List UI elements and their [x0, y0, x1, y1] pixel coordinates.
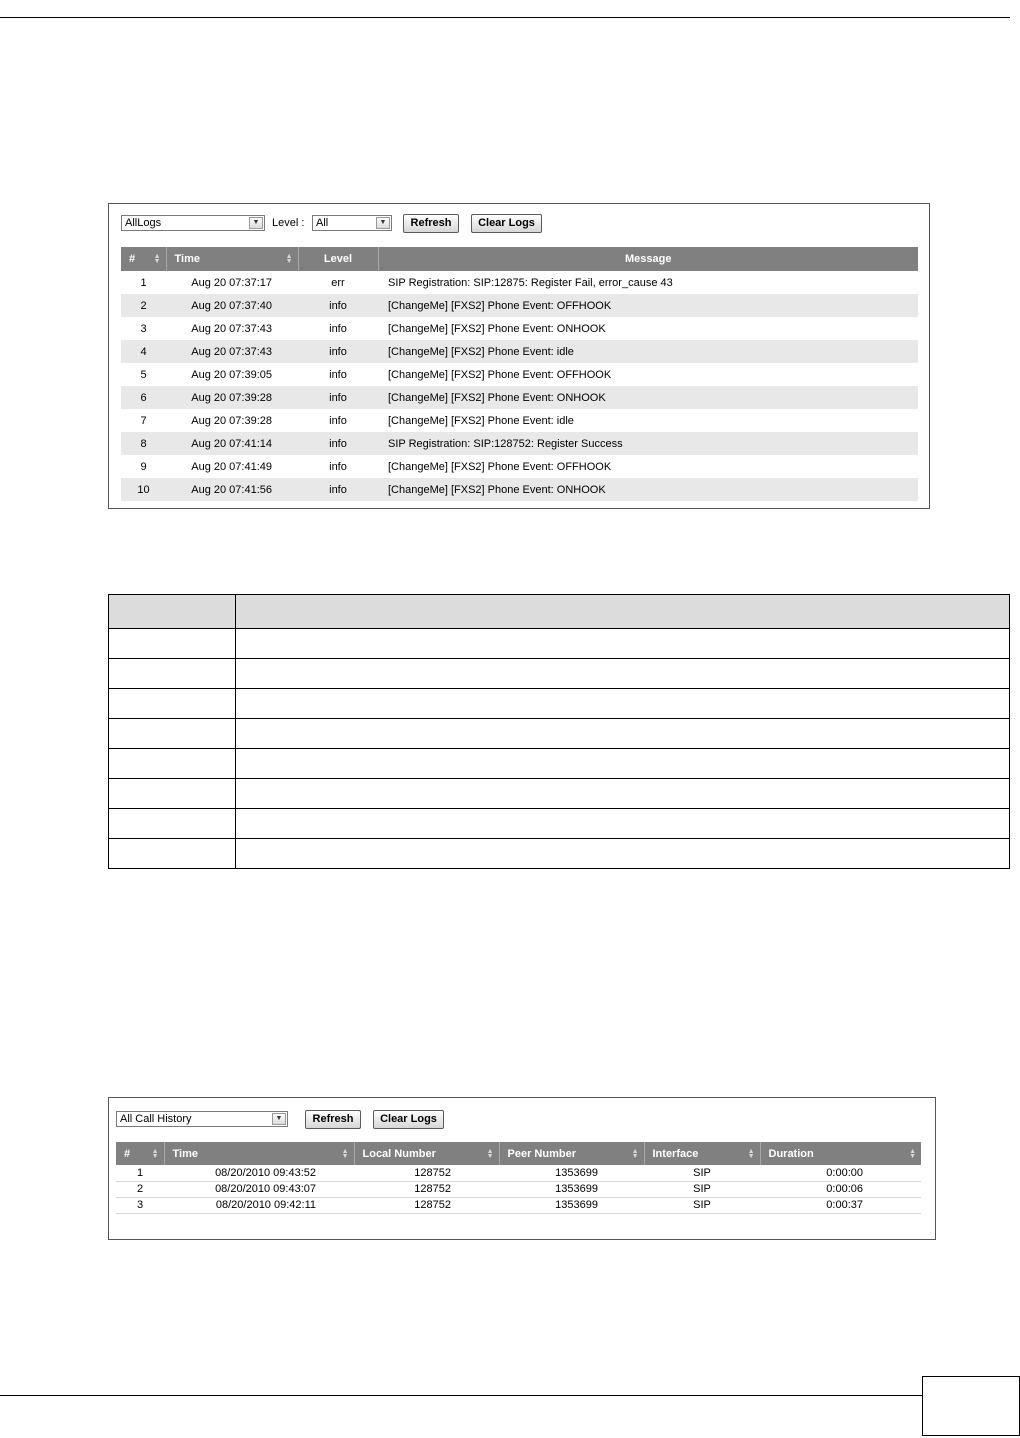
header-rule: [0, 17, 1010, 18]
log-row[interactable]: [121, 317, 918, 340]
footer-rule: [0, 1395, 922, 1396]
system-log-table: [121, 247, 918, 501]
log-cell-message: [ChangeMe] [FXS2] Phone Event: OFFHOOK: [378, 294, 918, 317]
call-cell-duration: 0:00:06: [760, 1181, 921, 1197]
log-cell-level: info: [298, 340, 378, 363]
log-table-header: [121, 247, 918, 271]
log-cell-time: Aug 20 07:41:56: [166, 478, 298, 501]
log-row[interactable]: [121, 478, 918, 501]
call-cell-number: 2: [116, 1181, 164, 1197]
call-cell-time: 08/20/2010 09:42:11: [164, 1197, 354, 1213]
log-row[interactable]: [121, 409, 918, 432]
log-cell-number: 1: [140, 276, 147, 289]
call-cell-peer-number: 1353699: [499, 1165, 644, 1181]
log-cell-time: Aug 20 07:39:05: [191, 368, 272, 381]
call-row[interactable]: [116, 1197, 921, 1213]
log-cell-message: SIP Registration: SIP:128752: Register Success: [378, 432, 918, 455]
call-cell-duration: 0:00:37: [760, 1197, 921, 1213]
call-cell-number: 3: [116, 1197, 164, 1213]
sort-icon[interactable]: ▲ ▼: [909, 1147, 916, 1160]
log-cell-message: SIP Registration: SIP:12875: Register Fail, error_cause 43: [388, 276, 673, 289]
log-row[interactable]: [121, 432, 918, 455]
description-row: [109, 839, 1010, 869]
log-cell-number: 3: [140, 322, 147, 335]
log-row[interactable]: [121, 271, 918, 294]
sort-icon[interactable]: ▲ ▼: [151, 1147, 159, 1160]
description-table: [108, 594, 1010, 869]
log-row[interactable]: [121, 455, 918, 478]
call-cell-time: 08/20/2010 09:43:52: [164, 1165, 354, 1181]
call-history-table: [116, 1142, 921, 1214]
call-cell-local-number: 128752: [354, 1165, 499, 1181]
call-cell-peer-number: 1353699: [499, 1197, 644, 1213]
sort-icon[interactable]: ▲ ▼: [153, 253, 161, 265]
sort-icon[interactable]: ▲ ▼: [747, 1147, 755, 1160]
description-header-row: [109, 595, 1010, 629]
log-cell-message: [ChangeMe] [FXS2] Phone Event: ONHOOK: [378, 478, 918, 501]
log-cell-number: 8: [121, 432, 166, 455]
call-cell-time: 08/20/2010 09:43:07: [164, 1181, 354, 1197]
log-category-value: AllLogs: [125, 217, 162, 229]
col-header-peer-number[interactable]: Peer Number ▲ ▼: [499, 1142, 644, 1165]
log-row[interactable]: [121, 340, 918, 363]
description-row: [109, 749, 1010, 779]
log-row[interactable]: [121, 386, 918, 409]
level-select[interactable]: [312, 215, 392, 231]
log-cell-number: 2: [121, 294, 166, 317]
log-cell-level: info: [329, 460, 347, 473]
log-cell-number: 9: [140, 460, 147, 473]
log-cell-message: [ChangeMe] [FXS2] Phone Event: idle: [388, 414, 574, 427]
col-header-time[interactable]: Time ▲ ▼: [164, 1142, 354, 1165]
system-log-panel: [108, 203, 930, 509]
chevron-down-icon[interactable]: ▼: [272, 1113, 286, 1125]
description-row: [109, 809, 1010, 839]
sort-icon[interactable]: ▲ ▼: [341, 1147, 349, 1160]
refresh-button[interactable]: Refresh: [403, 214, 459, 233]
sort-icon[interactable]: ▲ ▼: [285, 253, 293, 265]
col-header-interface[interactable]: Interface ▲ ▼: [644, 1142, 760, 1165]
log-cell-time: Aug 20 07:41:14: [166, 432, 298, 455]
log-cell-message: [ChangeMe] [FXS2] Phone Event: OFFHOOK: [388, 460, 612, 473]
col-header-time[interactable]: Time ▲ ▼: [166, 247, 298, 271]
call-history-value: All Call History: [120, 1113, 192, 1125]
sort-icon[interactable]: ▲ ▼: [486, 1147, 494, 1160]
call-table-header: [116, 1142, 921, 1165]
log-cell-number: 5: [140, 368, 147, 381]
log-cell-message: [ChangeMe] [FXS2] Phone Event: OFFHOOK: [388, 368, 612, 381]
chevron-down-icon[interactable]: ▼: [376, 217, 390, 229]
call-cell-peer-number: 1353699: [499, 1181, 644, 1197]
clear-logs-button[interactable]: Clear Logs: [373, 1110, 444, 1129]
level-value: All: [316, 217, 329, 229]
call-cell-interface: SIP: [644, 1165, 760, 1181]
level-label: Level :: [272, 217, 305, 229]
log-category-select[interactable]: [121, 215, 265, 231]
call-cell-local-number: 128752: [354, 1181, 499, 1197]
log-cell-level: info: [298, 478, 378, 501]
log-cell-message: [ChangeMe] [FXS2] Phone Event: idle: [378, 340, 918, 363]
log-cell-message: [ChangeMe] [FXS2] Phone Event: ONHOOK: [378, 386, 918, 409]
description-row: [109, 689, 1010, 719]
call-history-select[interactable]: [116, 1111, 288, 1127]
log-cell-level: info: [329, 322, 347, 335]
log-cell-level: info: [329, 414, 347, 427]
log-cell-time: Aug 20 07:37:40: [166, 294, 298, 317]
call-cell-local-number: 128752: [354, 1197, 499, 1213]
call-cell-number: 1: [116, 1165, 164, 1181]
description-row: [109, 719, 1010, 749]
description-row: [109, 659, 1010, 689]
call-cell-duration: 0:00:00: [760, 1165, 921, 1181]
call-row[interactable]: [116, 1181, 921, 1197]
col-header-number[interactable]: # ▲ ▼: [116, 1142, 164, 1165]
log-cell-level: info: [298, 294, 378, 317]
call-cell-interface: SIP: [644, 1181, 760, 1197]
log-cell-time: Aug 20 07:37:43: [166, 340, 298, 363]
log-row[interactable]: [121, 294, 918, 317]
refresh-button[interactable]: Refresh: [305, 1110, 361, 1129]
log-cell-number: 6: [121, 386, 166, 409]
log-cell-level: info: [298, 386, 378, 409]
call-history-panel: [108, 1097, 936, 1240]
log-cell-number: 4: [121, 340, 166, 363]
page-number-box: [922, 1376, 1020, 1436]
call-row[interactable]: [116, 1165, 921, 1181]
log-row[interactable]: [121, 363, 918, 386]
col-header-number[interactable]: # ▲ ▼: [121, 247, 166, 271]
col-header-message[interactable]: Message: [378, 247, 918, 271]
log-cell-message: [ChangeMe] [FXS2] Phone Event: ONHOOK: [388, 322, 606, 335]
log-cell-number: 7: [140, 414, 147, 427]
description-row: [109, 779, 1010, 809]
clear-logs-button[interactable]: Clear Logs: [471, 214, 542, 233]
log-cell-time: Aug 20 07:37:43: [191, 322, 272, 335]
log-cell-time: Aug 20 07:37:17: [191, 276, 272, 289]
log-cell-time: Aug 20 07:39:28: [191, 414, 272, 427]
col-header-level[interactable]: Level: [298, 247, 378, 271]
log-cell-level: err: [331, 276, 345, 289]
chevron-down-icon[interactable]: ▼: [249, 217, 263, 229]
description-row: [109, 629, 1010, 659]
log-cell-time: Aug 20 07:41:49: [191, 460, 272, 473]
log-cell-number: 10: [121, 478, 166, 501]
log-cell-time: Aug 20 07:39:28: [166, 386, 298, 409]
log-cell-level: info: [298, 432, 378, 455]
sort-icon[interactable]: ▲ ▼: [631, 1147, 639, 1160]
log-cell-level: info: [329, 368, 347, 381]
col-header-local-number[interactable]: Local Number ▲ ▼: [354, 1142, 499, 1165]
col-header-duration[interactable]: Duration ▲ ▼: [760, 1142, 921, 1165]
call-cell-interface: SIP: [644, 1197, 760, 1213]
